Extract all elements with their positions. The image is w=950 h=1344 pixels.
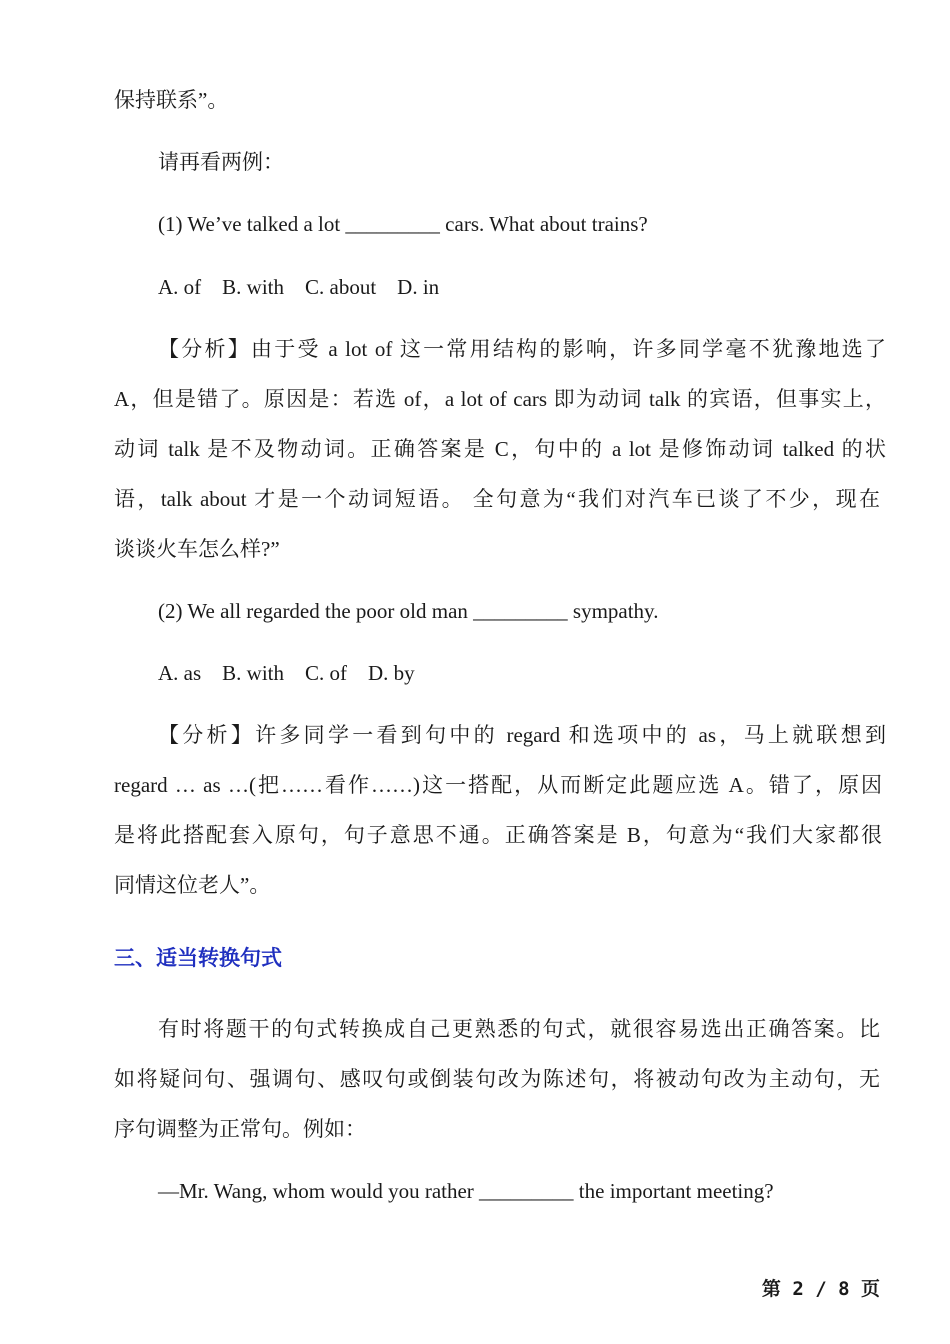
question-2-options: A. as B. with C. of D. by: [158, 661, 415, 685]
paragraph-line: 序句调整为正常句。例如：: [114, 1117, 366, 1141]
paragraph-line: 有时将题干的句式转换成自己更熟悉的句式，就很容易选出正确答案。比: [158, 1017, 880, 1041]
analysis-2-line: 同情这位老人”。: [114, 873, 271, 897]
analysis-2-line: 【分析】许多同学一看到句中的 regard 和选项中的 as，马上就联想到: [158, 723, 886, 747]
dialogue-line: —Mr. Wang, whom would you rather _________ the important meeting?: [158, 1179, 774, 1203]
question-2: (2) We all regarded the poor old man _________ sympathy.: [158, 599, 659, 623]
question-1-options: A. of B. with C. about D. in: [158, 275, 440, 299]
text-line: 请再看两例：: [158, 150, 284, 174]
analysis-1-line: 【分析】由于受 a lot of 这一常用结构的影响，许多同学毫不犹豫地选了: [158, 337, 886, 361]
analysis-2-line: regard … as …(把……看作……)这一搭配，从而断定此题应选 A。错了，原因: [114, 773, 882, 797]
analysis-1-line: 谈谈火车怎么样?”: [114, 537, 280, 561]
analysis-1-line: A，但是错了。原因是：若选 of，a lot of cars 即为动词 talk 的宾语，但事实上，: [114, 387, 886, 411]
text-line: 保持联系”。: [114, 88, 229, 112]
page-number: 第 2 / 8 页: [761, 1278, 880, 1300]
analysis-2-line: 是将此搭配套入原句，句子意思不通。正确答案是 B，句意为“我们大家都很: [114, 823, 882, 847]
section-heading: 三、适当转换句式: [114, 946, 282, 970]
question-1: (1) We’ve talked a lot _________ cars. What about trains?: [158, 212, 648, 236]
analysis-1-line: 动词 talk 是不及物动词。正确答案是 C，句中的 a lot 是修饰动词 talked 的状: [114, 437, 886, 461]
analysis-1-line: 语，talk about 才是一个动词短语。 全句意为“我们对汽车已谈了不少，现在: [114, 487, 880, 511]
paragraph-line: 如将疑问句、强调句、感叹句或倒装句改为陈述句，将被动句改为主动句，无: [114, 1067, 880, 1091]
